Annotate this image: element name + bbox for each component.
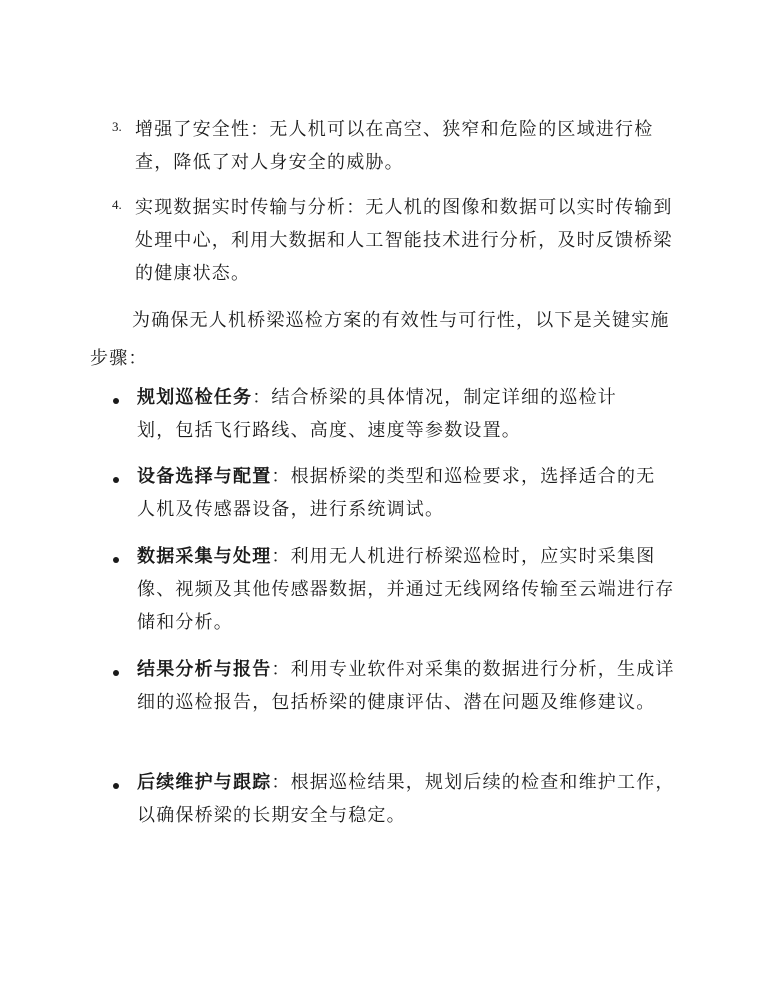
bullet-icon	[113, 557, 119, 563]
item-text: 实现数据实时传输与分析：无人机的图像和数据可以实时传输到处理中心，利用大数据和人工智能技术进行分析，及时反馈桥梁的健康状态。	[135, 197, 673, 284]
list-item-description: 结合桥梁的具体情况，制定详细的巡检计划，包括飞行路线、高度、速度等参数设置。	[137, 387, 618, 441]
list-item-description: 根据巡检结果，规划后续的检查和维护工作，以确保桥梁的长期安全与稳定。	[137, 772, 675, 826]
list-item-separator: ：	[271, 466, 291, 487]
list-item-term: 数据采集与处理	[137, 546, 272, 567]
list-item-text	[137, 653, 682, 719]
bullet-icon	[113, 670, 119, 676]
bullet-icon	[113, 477, 119, 483]
bullet-icon	[113, 398, 119, 404]
list-item-text	[137, 460, 657, 526]
item-text: 增强了安全性：无人机可以在高空、狭窄和危险的区域进行检查，降低了对人身安全的威胁。	[135, 119, 654, 173]
list-item-term: 后续维护与跟踪	[137, 772, 272, 793]
list-item-description: 利用专业软件对采集的数据进行分析，生成详细的巡检报告，包括桥梁的健康评估、潜在问题及维修建议。	[137, 659, 675, 713]
list-item-text	[137, 766, 682, 832]
item-number: 3.	[112, 119, 122, 134]
list-item-description: 根据桥梁的类型和巡检要求，选择适合的无人机及传感器设备，进行系统调试。	[137, 466, 656, 520]
list-item-separator: ：	[271, 659, 291, 680]
list-item-text	[137, 540, 682, 639]
list-item-separator: ：	[252, 387, 272, 408]
list-item-term: 设备选择与配置	[137, 466, 272, 487]
list-item-description: 利用无人机进行桥梁巡检时，应实时采集图像、视频及其他传感器数据，并通过无线网络传输至云端进行存储和分析。	[137, 546, 675, 633]
list-item-separator: ：	[271, 772, 291, 793]
list-item-separator: ：	[271, 546, 291, 567]
list-item-term: 规划巡检任务	[137, 387, 253, 408]
list-item-text	[137, 381, 637, 447]
bullet-icon	[113, 783, 119, 789]
list-item-term: 结果分析与报告	[137, 659, 272, 680]
item-number: 4.	[112, 197, 122, 212]
intro-paragraph: 为确保无人机桥梁巡检方案的有效性与可行性，以下是关键实施步骤：	[90, 310, 670, 369]
